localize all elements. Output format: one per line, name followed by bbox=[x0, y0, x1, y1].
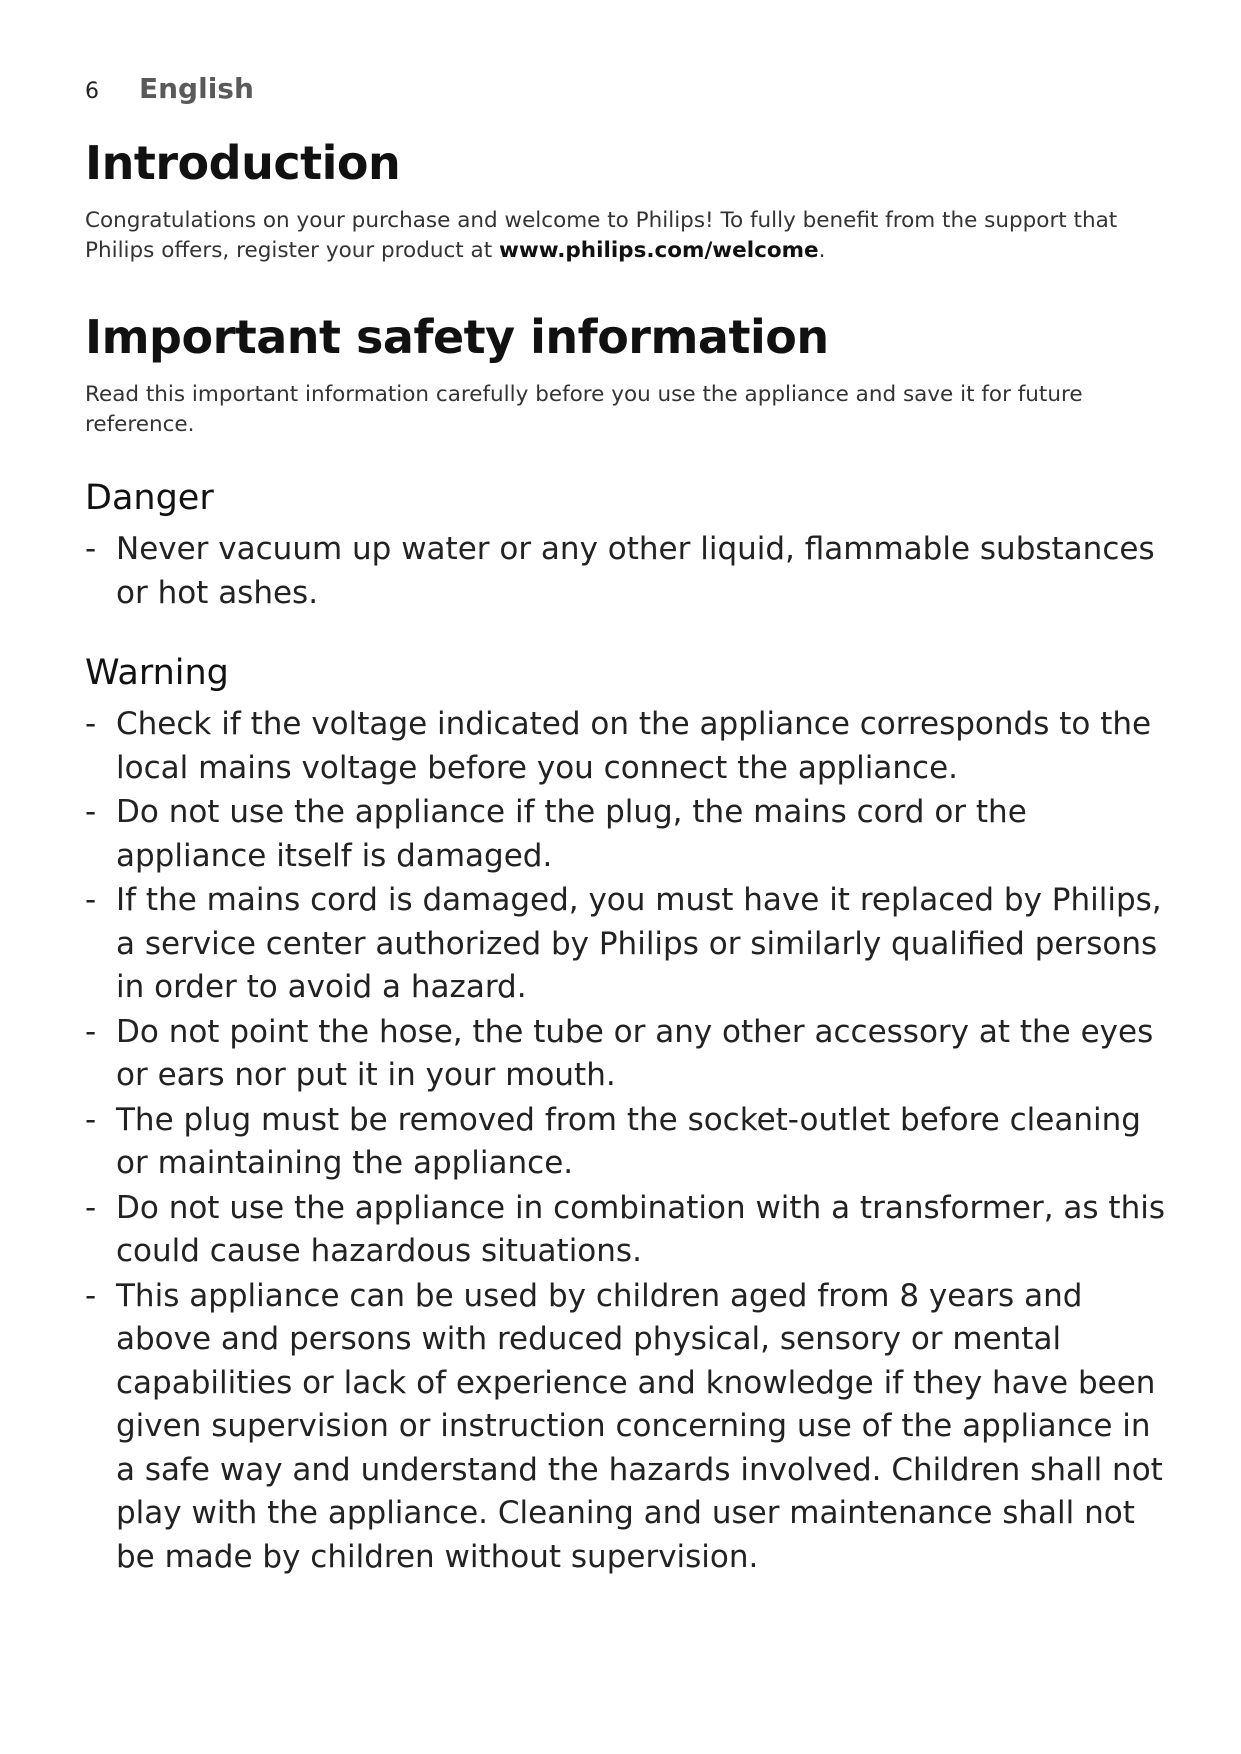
manual-page bbox=[85, 72, 1165, 1580]
bullet-dash: - bbox=[85, 1101, 97, 1138]
bullet-dash: - bbox=[85, 1013, 97, 1050]
bullet-dash: - bbox=[85, 706, 97, 742]
list-item bbox=[85, 1275, 1165, 1580]
list-item bbox=[85, 1099, 1165, 1186]
introduction-text-end: . bbox=[818, 238, 826, 263]
running-head bbox=[85, 72, 1165, 116]
introduction-section bbox=[85, 138, 1165, 266]
danger-block bbox=[85, 478, 1165, 615]
warning-item-text: If the mains cord is damaged, you must have it replaced by Philips, a service center authorized by Philips or similarly qualified persons in order to avoid a hazard. bbox=[116, 882, 1162, 1005]
register-url: www.philips.com/welcome bbox=[499, 238, 819, 263]
bullet-dash: - bbox=[85, 1189, 97, 1226]
warning-item-text: Do not point the hose, the tube or any other accessory at the eyes or ears nor put it in your mouth. bbox=[116, 1013, 1154, 1093]
warning-list bbox=[85, 703, 1165, 1579]
safety-text: Read this important information carefully before you use the appliance and save it for future reference. bbox=[85, 382, 1083, 437]
list-item bbox=[85, 1187, 1165, 1274]
list-item bbox=[85, 791, 1165, 878]
bullet-dash: - bbox=[85, 794, 97, 830]
warning-item-text: Do not use the appliance if the plug, the mains cord or the appliance itself is damaged. bbox=[116, 794, 1027, 874]
warning-heading: Warning bbox=[85, 653, 229, 693]
language-label: English bbox=[139, 72, 254, 105]
warning-item-text: This appliance can be used by children aged from 8 years and above and persons with reduced physical, sensory or mental capabilities or lack of experience and knowledge if they have been given supervision or instruction concerning use of the appliance in a safe way and understand the hazards involved. Children shall not play with the appliance. Cleaning and user maintenance shall not be made by children without supervision. bbox=[116, 1277, 1163, 1575]
introduction-text bbox=[85, 206, 1165, 266]
list-item bbox=[85, 879, 1165, 1010]
page-number: 6 bbox=[85, 79, 99, 104]
bullet-dash: - bbox=[85, 1277, 97, 1314]
warning-item-text: Check if the voltage indicated on the appliance corresponds to the local mains voltage before you connect the appliance. bbox=[116, 706, 1152, 786]
list-item bbox=[85, 1011, 1165, 1098]
warning-item-text: Do not use the appliance in combination with a transformer, as this could cause hazardous situations. bbox=[116, 1189, 1165, 1269]
introduction-title: Introduction bbox=[85, 136, 401, 190]
safety-section bbox=[85, 312, 1165, 1579]
safety-title: Important safety information bbox=[85, 310, 829, 364]
bullet-dash: - bbox=[85, 531, 97, 567]
introduction-text-start: Congratulations on your purchase and welcome to Philips! To fully benefit from the support that Philips offers, register your product at bbox=[85, 208, 1118, 263]
bullet-dash: - bbox=[85, 882, 97, 918]
list-item bbox=[85, 703, 1165, 790]
danger-heading: Danger bbox=[85, 478, 214, 518]
list-item bbox=[85, 528, 1165, 615]
warning-item-text: The plug must be removed from the socket-outlet before cleaning or maintaining the appliance. bbox=[116, 1101, 1141, 1181]
danger-list bbox=[85, 528, 1165, 615]
warning-block bbox=[85, 653, 1165, 1579]
danger-item-text: Never vacuum up water or any other liquid, flammable substances or hot ashes. bbox=[116, 531, 1155, 611]
